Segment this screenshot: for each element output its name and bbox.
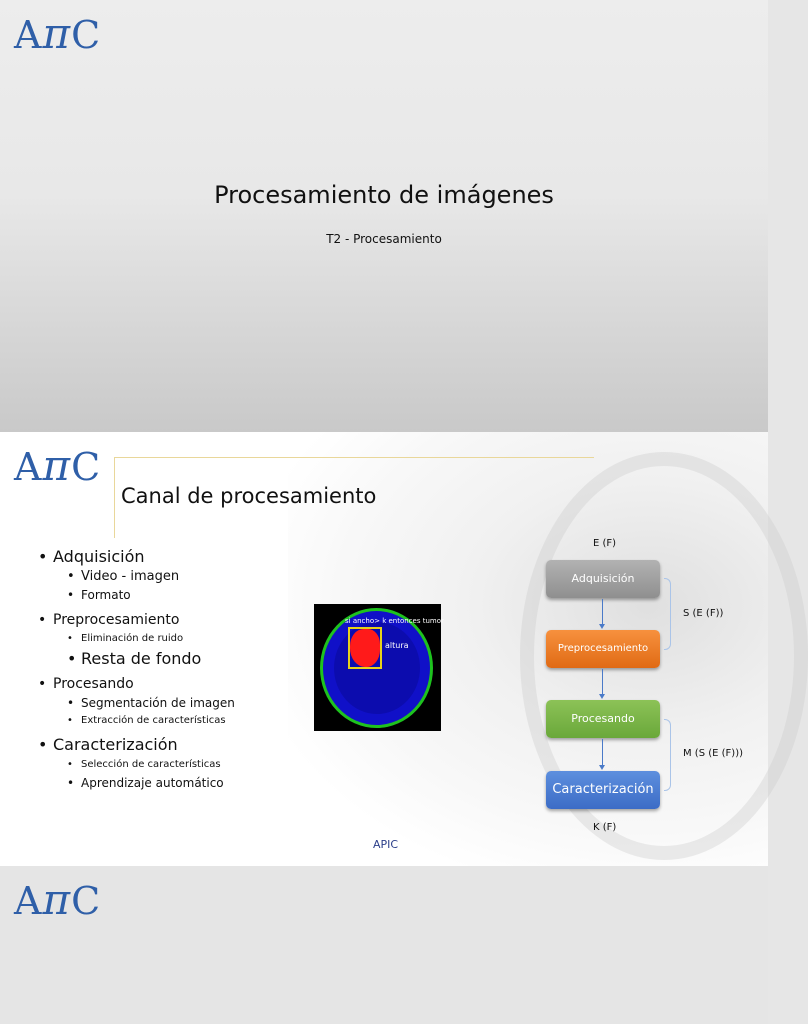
sub-bullet-item: • Eliminación de ruido	[67, 630, 298, 648]
flow-arrow	[602, 669, 603, 695]
bullet-list	[38, 546, 298, 792]
image-caption-side: altura	[385, 641, 409, 650]
flow-input-label: E (F)	[593, 538, 617, 549]
apic-logo: AπC	[14, 9, 102, 58]
slide-title: Procesamiento de imágenes	[214, 181, 554, 209]
flow-arrow	[602, 739, 603, 766]
apic-logo: AπC	[14, 441, 102, 490]
flow-node-caracterizacion: Caracterización	[546, 771, 660, 809]
sub-bullet-item: • Extracción de características	[67, 712, 298, 730]
slide-1	[0, 0, 768, 432]
slide-footer: APIC	[373, 838, 399, 851]
flow-brace-1	[664, 578, 671, 650]
flow-node-preprocesamiento: Preprocesamiento	[546, 630, 660, 668]
bullet-item: • Preprocesamiento	[38, 610, 298, 630]
flow-brace-1-label: S (E (F))	[683, 608, 724, 619]
sub-bullet-item: • Formato	[67, 586, 298, 604]
bullet-item: • Procesando	[38, 674, 298, 694]
slide-subtitle: T2 - Procesamiento	[326, 232, 442, 246]
bullet-item: • Adquisición	[38, 546, 298, 568]
sub-bullet-item: • Segmentación de imagen	[67, 694, 298, 712]
flow-output-label: K (F)	[593, 822, 617, 833]
flow-arrow	[602, 599, 603, 625]
sub-bullet-item: • Video - imagen	[67, 568, 298, 586]
bullet-item: • Caracterización	[38, 734, 298, 756]
mri-scan-image	[314, 604, 444, 731]
flow-node-procesando: Procesando	[546, 700, 660, 738]
flow-node-adquisicion: Adquisición	[546, 560, 660, 598]
sub-bullet-item: • Aprendizaje automático	[67, 774, 298, 792]
tumor-bounding-box	[348, 627, 382, 669]
slide-2	[0, 432, 768, 866]
sub-bullet-item: • Selección de características	[67, 756, 298, 774]
sub-bullet-item: • Resta de fondo	[67, 648, 298, 670]
slide-title: Canal de procesamiento	[121, 484, 377, 508]
apic-logo: AπC	[14, 875, 102, 924]
flow-brace-2-label: M (S (E (F)))	[683, 748, 743, 759]
image-caption-top: si ancho> k entonces tumor	[345, 617, 444, 625]
slide-3	[0, 866, 768, 1024]
flow-brace-2	[664, 719, 671, 791]
